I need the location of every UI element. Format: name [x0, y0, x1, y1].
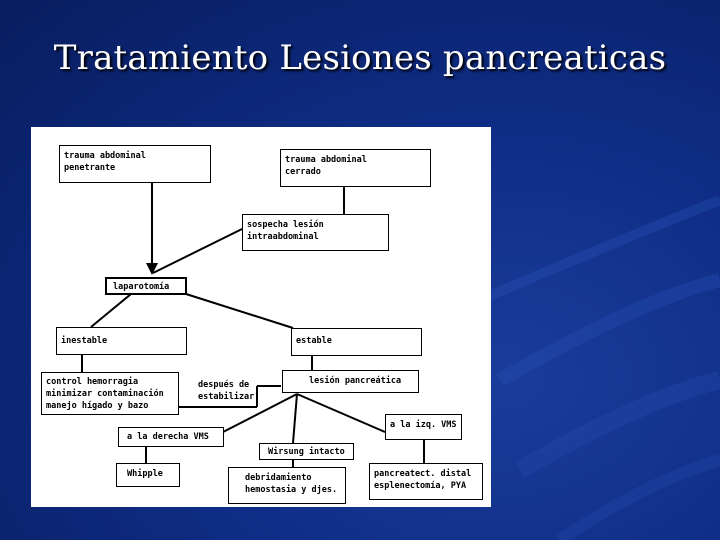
node-izquierda-vms: a la izq. VMS [385, 414, 462, 440]
node-trauma-penetrante: trauma abdominal penetrante [59, 145, 211, 183]
node-inestable: inestable [56, 327, 187, 355]
node-estable: estable [291, 328, 422, 356]
flowchart-panel [31, 127, 491, 507]
edge-laparotomia-estable [186, 294, 293, 328]
node-derecha-vms: a la derecha VMS [118, 427, 224, 447]
node-sospecha-lesion: sospecha lesión intraabdominal [242, 214, 389, 251]
node-pancreatect-distal: pancreatect. distal esplenectomía, PYA [369, 463, 483, 500]
slide-title: Tratamiento Lesiones pancreaticas [53, 38, 667, 78]
label-despues-estabilizar: después de estabilizar [198, 380, 255, 402]
node-trauma-cerrado: trauma abdominal cerrado [280, 149, 431, 187]
node-whipple: Whipple [116, 463, 180, 487]
edge-lesion-wirsung [293, 394, 297, 443]
edge-lesion-izquierda [297, 394, 385, 432]
node-debridamiento: debridamiento hemostasia y djes. [228, 467, 346, 504]
node-laparotomia: laparotomía [105, 277, 187, 295]
node-control-hemorragia: control hemorragia minimizar contaminación manejo hígado y bazo [41, 372, 179, 415]
node-lesion-pancreatica: lesión pancreática [282, 370, 419, 393]
edge-sospecha-laparotomia [153, 229, 242, 273]
edge-laparotomia-inestable [91, 294, 131, 327]
node-wirsung-intacto: Wirsung intacto [259, 443, 354, 460]
